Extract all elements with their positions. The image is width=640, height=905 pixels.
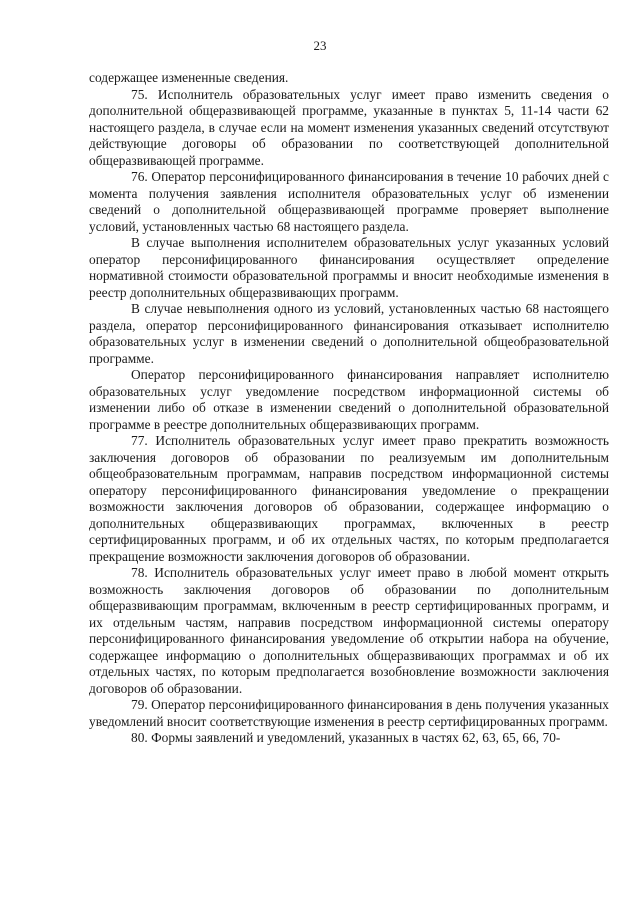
paragraph-80: 80. Формы заявлений и уведомлений, указанных в частях 62, 63, 65, 66, 70- [131, 730, 561, 745]
paragraph-77: 77. Исполнитель образовательных услуг имеет право прекратить возможность заключения договоров об образовании по реализуемым им дополнительным общеобразовательным программам, направив посредством информационной системы оператору персонифицированного финансирования уведомление о прекращении возможности заключения договоров об образовании, содержащее информацию о дополнительных общеразвивающих программах, включенных в реестр сертифицированных программ, и об их отдельных частях, по которым предполагается прекращение возможности заключения договоров об образовании. [89, 433, 609, 564]
paragraph-78: 78. Исполнитель образовательных услуг имеет право в любой момент открыть возможность заключения договоров об образовании по дополнительным общеразвивающим программам, включенным в реестр сертифицированных программ, и их отдельным частям, направив посредством информационной системы оператору персонифицированного финансирования уведомление об открытии набора на обучение, содержащее информацию о дополнительных общеразвивающих программах и об их отдельных частях, по которым предполагается возобновление возможности заключения договоров об образовании. [89, 565, 609, 696]
paragraph-76-fulfilled: В случае выполнения исполнителем образовательных услуг указанных условий оператор персонифицированного финансирования осуществляет определение нормативной стоимости образовательной программы и вносит необходимые изменения в реестр дополнительных общеразвивающих программ. [89, 235, 609, 300]
paragraph-75: 75. Исполнитель образовательных услуг имеет право изменить сведения о дополнительной общеразвивающей программе, указанные в пунктах 5, 11-14 части 62 настоящего раздела, в случае если на момент изменения указанных сведений отсутствуют действующие договоры об образовании по соответствующей дополнительной общеразвивающей программе. [89, 86, 609, 168]
document-body [89, 70, 609, 747]
page-number: 23 [313, 38, 327, 53]
paragraph-continuation: содержащее измененные сведения. [89, 70, 289, 85]
paragraph-76-notification: Оператор персонифицированного финансирования направляет исполнителю образовательных услуг уведомление посредством информационной системы об изменении либо об отказе в изменении сведений о дополнительной образовательной программе в реестре дополнительных общеразвивающих программ. [89, 367, 609, 432]
paragraph-79: 79. Оператор персонифицированного финансирования в день получения указанных уведомлений вносит соответствующие изменения в реестр сертифицированных программ. [89, 697, 609, 729]
paragraph-76: 76. Оператор персонифицированного финансирования в течение 10 рабочих дней с момента получения заявления исполнителя образовательных услуг об изменении сведений о дополнительной общеразвивающей программе проверяет выполнение условий, установленных частью 68 настоящего раздела. [89, 169, 609, 234]
paragraph-76-refusal: В случае невыполнения одного из условий, установленных частью 68 настоящего раздела, оператор персонифицированного финансирования отказывает исполнителю образовательных услуг в изменении сведений о дополнительной общеобразовательной программе. [89, 301, 609, 366]
